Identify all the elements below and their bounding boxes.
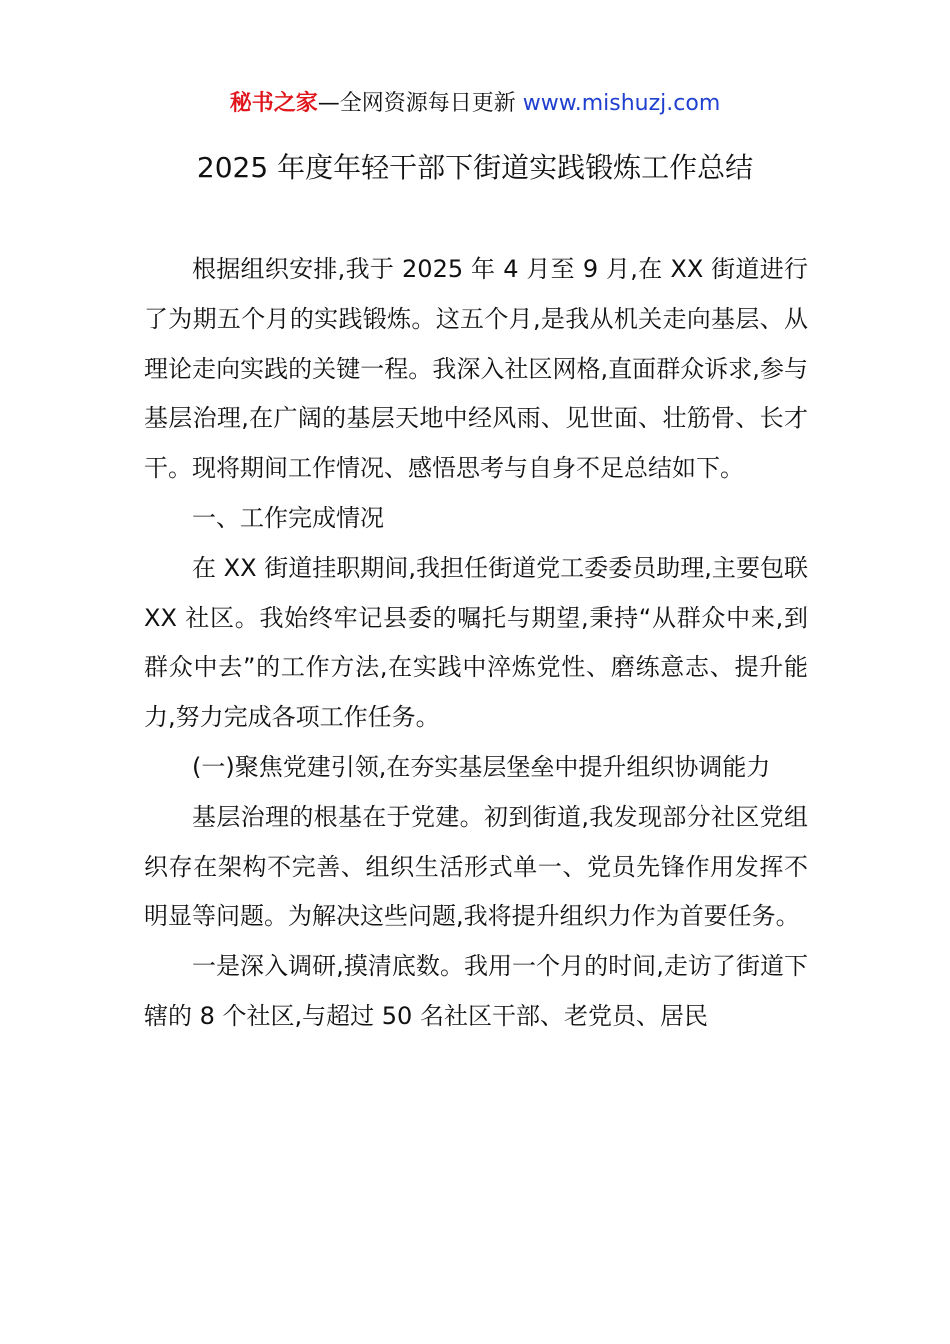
paragraph-research: 一是深入调研,摸清底数。我用一个月的时间,走访了街道下辖的 8 个社区,与超过 50 名社区干部、老党员、居民 bbox=[144, 952, 808, 1030]
document-body bbox=[144, 245, 808, 1042]
document-title: 2025 年度年轻干部下街道实践锻炼工作总结 bbox=[196, 151, 754, 184]
site-tagline: —全网资源每日更新 bbox=[317, 91, 523, 116]
section-heading-1: 一、工作完成情况 bbox=[192, 503, 384, 532]
paragraph-role: 在 XX 街道挂职期间,我担任街道党工委委员助理,主要包联 XX 社区。我始终牢记县委的嘱托与期望,秉持“从群众中来,到群众中去”的工作方法,在实践中淬炼党性、磨练意志、提升能力,努力完成各项工作任务。 bbox=[144, 553, 808, 732]
subsection-heading-1: (一)聚焦党建引领,在夯实基层堡垒中提升组织协调能力 bbox=[192, 752, 771, 781]
site-header bbox=[0, 88, 950, 120]
site-brand: 秘书之家 bbox=[229, 91, 318, 116]
paragraph-intro: 根据组织安排,我于 2025 年 4 月至 9 月,在 XX 街道进行了为期五个月的实践锻炼。这五个月,是我从机关走向基层、从理论走向实践的关键一程。我深入社区网格,直面群众诉求,参与基层治理,在广阔的基层天地中经风雨、见世面、壮筋骨、长才干。现将期间工作情况、感悟思考与自身不足总结如下。 bbox=[144, 255, 808, 483]
paragraph-party-building: 基层治理的根基在于党建。初到街道,我发现部分社区党组织存在架构不完善、组织生活形式单一、党员先锋作用发挥不明显等问题。为解决这些问题,我将提升组织力作为首要任务。 bbox=[144, 802, 808, 931]
site-url-link[interactable]: www.mishuzj.com bbox=[522, 91, 721, 116]
